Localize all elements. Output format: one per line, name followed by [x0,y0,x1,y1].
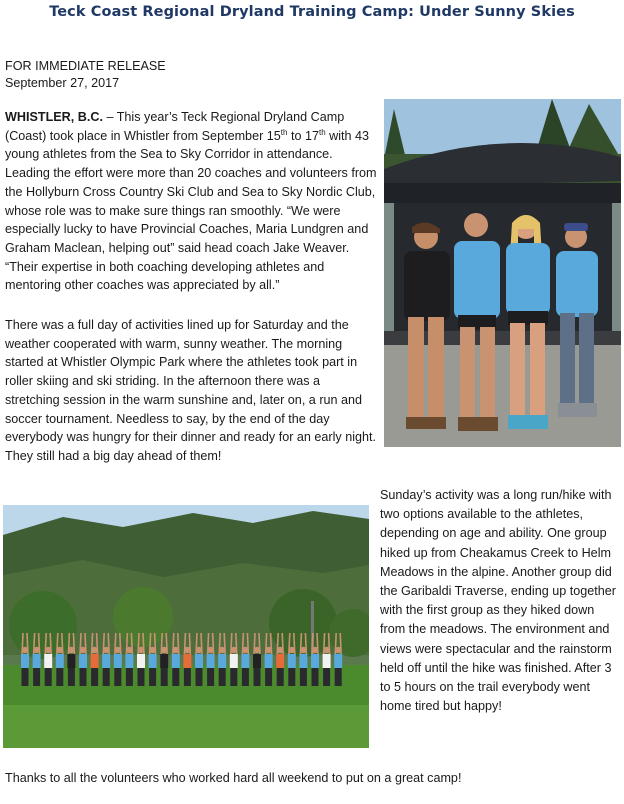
group-stretching-photo [3,505,369,748]
paragraph-thanks: Thanks to all the volunteers who worked hard all weekend to put on a great camp! [5,771,462,785]
paragraph-sunday: Sunday’s activity was a long run/hike with two options available to the athletes, depending on age and ability. One group hiked up from Cheakamus Creek to Helm Meadows in the alpine. Another group did the Garibaldi Traverse, ending up together with the first group as they hiked down from the meadows. The environment and views were spectacular and the rainstorm held off until the hike was finished. After 3 to 5 hours on the trail everybody went home tired but happy! [380,488,616,714]
release-header [5,58,166,92]
paragraph-intro-text-b: to 17 [287,128,319,143]
page-title: Teck Coast Regional Dryland Training Camp: Under Sunny Skies [49,4,575,20]
release-date: September 27, 2017 [5,76,120,90]
ordinal-suffix: th [318,127,326,137]
ordinal-suffix: th [280,127,288,137]
paragraph-intro [5,108,377,295]
paragraph-saturday: There was a full day of activities lined up for Saturday and the weather cooperated with warm, sunny weather. The morning started at Whistler Olympic Park where the athletes took part in roller skiing and ski striding. In the afternoon there was a stretching session in the warm sunshine and, later on, a run and soccer tournament. Needless to say, by the end of the day everybody was hungry for their dinner and ready for an early night. They still had a big day ahead of them! [5,318,377,463]
dateline: WHISTLER, B.C. [5,110,103,124]
paragraph-intro-text-c: with 43 young athletes from the Sea to Sky Corridor in attendance. Leading the effort were more than 20 coaches and volunteers from the Hollyburn Cross Country Ski Club and Sea to Sky Nordic Club, whose role was to make sure things ran smoothly. “We were especially lucky to have Provincial Coaches, Maria Lundgren and Graham Maclean, helping out” said head coach Jake Weaver. “Their expertise in both coaching developing athletes and mentoring other coaches was appreciated by all.” [5,128,377,293]
athletes-car-photo [384,99,621,447]
release-label: FOR IMMEDIATE RELEASE [5,59,166,73]
paragraph-intro-text-a: – This year’s Teck Regional Dryland Camp (Coast) took place in Whistler from September 15 [5,110,345,143]
